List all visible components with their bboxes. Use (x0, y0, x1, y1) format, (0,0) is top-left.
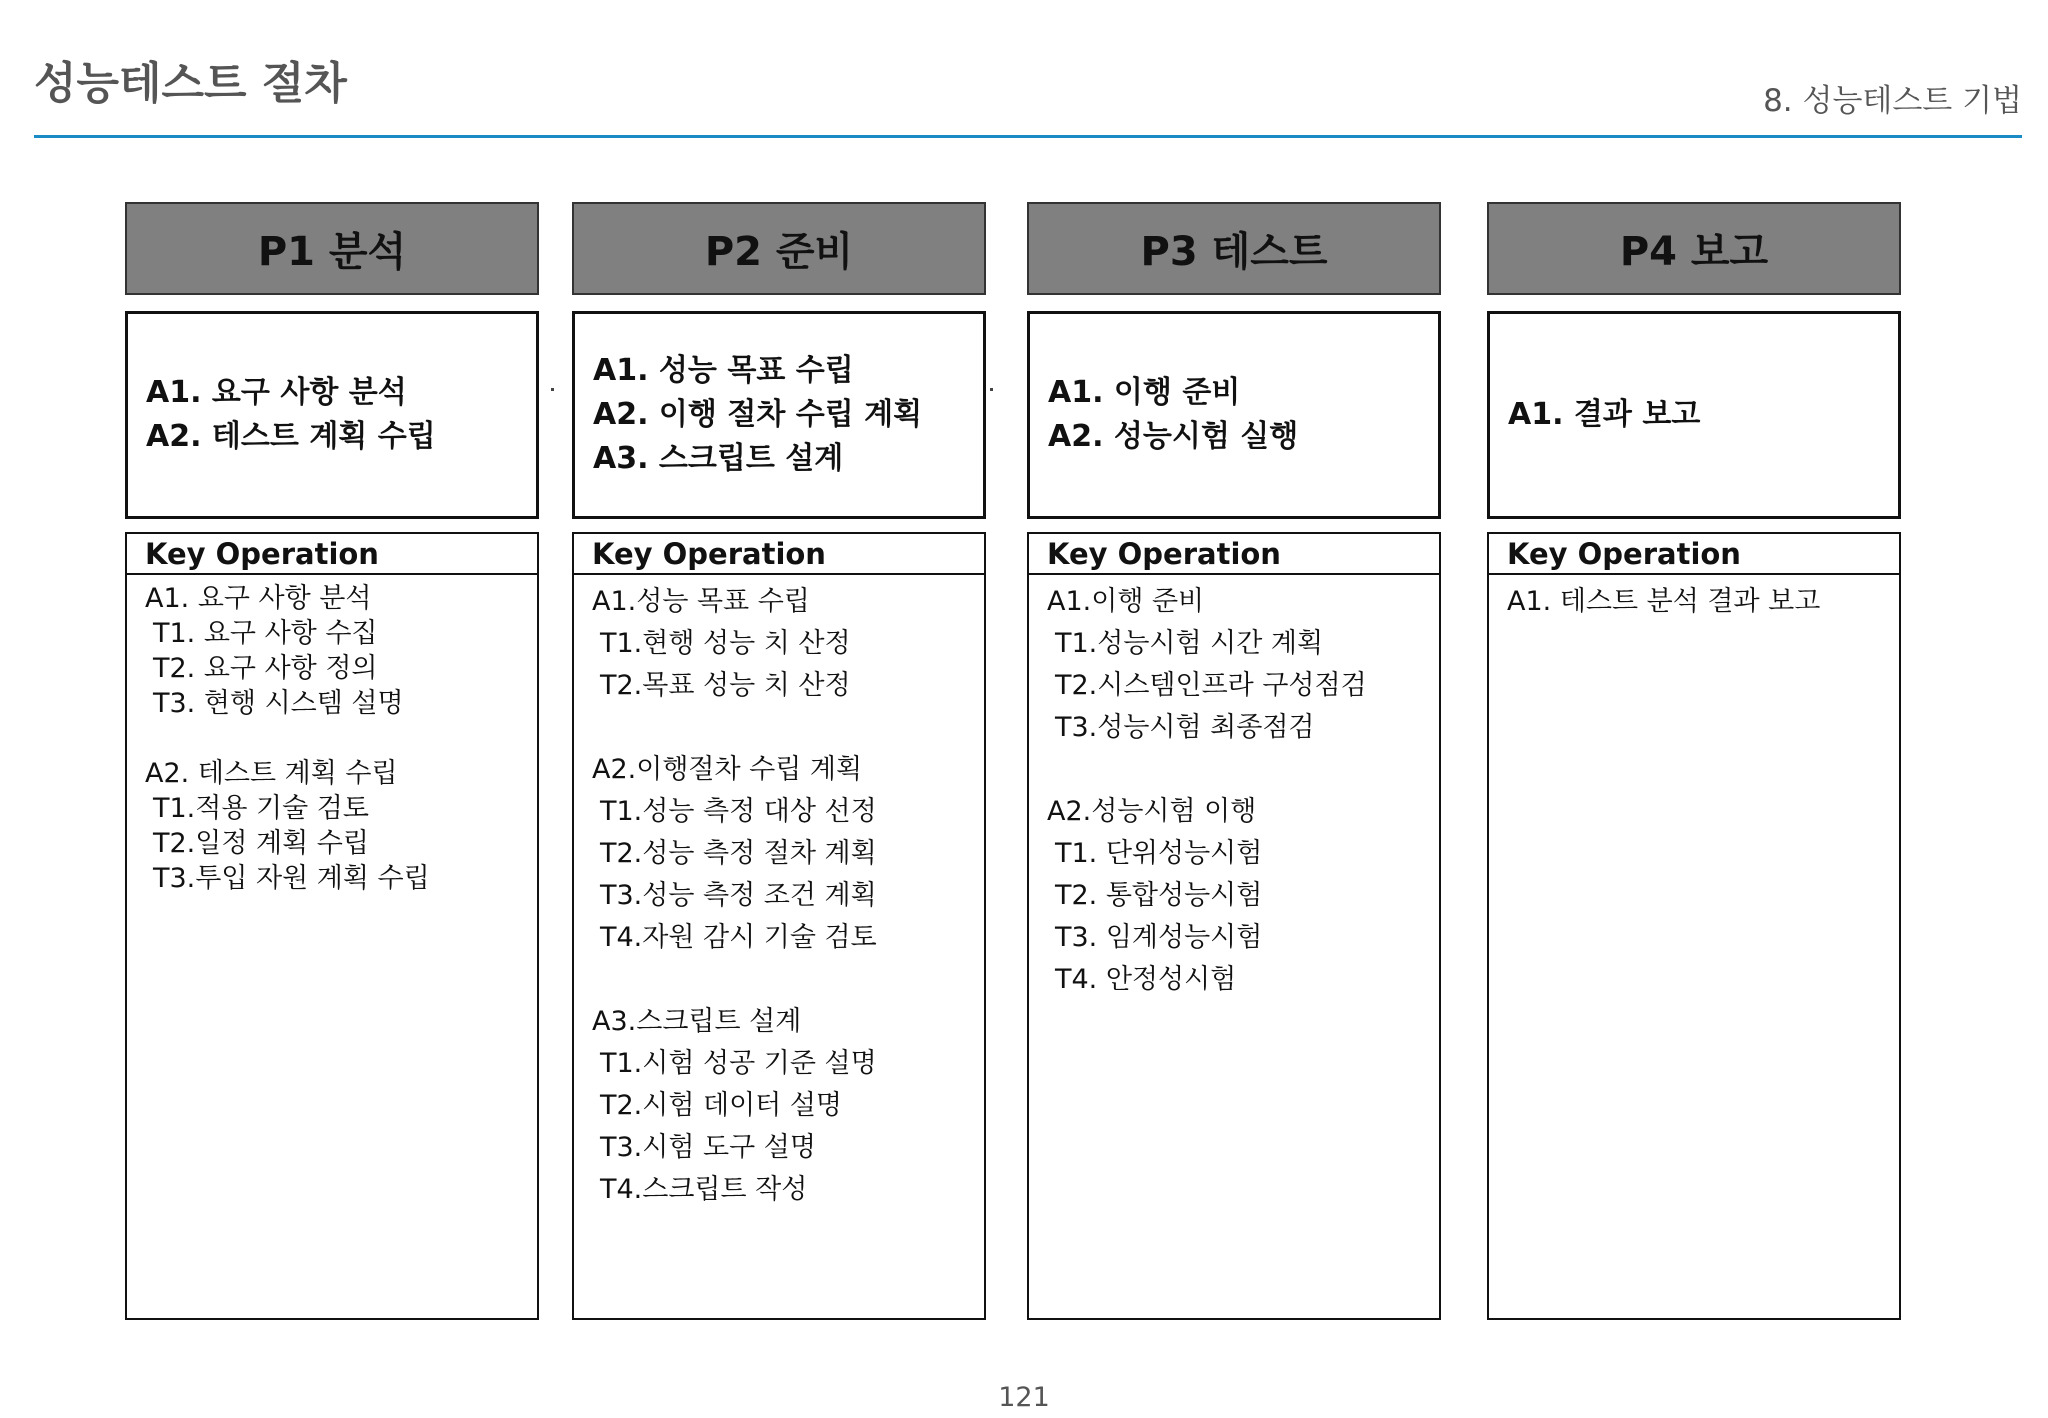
operation-item: T1.현행 성능 치 산정 (600, 628, 851, 659)
key-operation-header: Key Operation (127, 534, 537, 575)
key-operation-box (1487, 532, 1901, 1320)
operation-item: T2.시스템인프라 구성점검 (1055, 670, 1367, 701)
key-operation-header: Key Operation (1029, 534, 1439, 575)
operation-item: T1.적용 기술 검토 (153, 793, 369, 824)
spacer (592, 959, 984, 1001)
activity-item: A1. 이행 준비 (1048, 375, 1241, 410)
activity-item: A1. 요구 사항 분석 (146, 375, 407, 410)
operation-item: T4.자원 감시 기술 검토 (600, 922, 877, 953)
activity-box (572, 311, 986, 519)
activity-item: A2. 테스트 계획 수립 (146, 419, 436, 454)
section-label: 8. 성능테스트 기법 (1763, 83, 2022, 119)
phase-column-p1 (125, 202, 539, 1320)
operation-item: T3. 임계성능시험 (1055, 922, 1263, 953)
phase-column-p3 (1027, 202, 1441, 1320)
activity-item: A2. 성능시험 실행 (1048, 419, 1299, 454)
key-operation-box (572, 532, 986, 1320)
page-number: 121 (998, 1382, 1050, 1413)
operation-item: T2.일정 계획 수립 (153, 828, 369, 859)
phase-header: P3 테스트 (1027, 202, 1441, 295)
operation-item: T2.성능 측정 절차 계획 (600, 838, 877, 869)
operation-item: T3.시험 도구 설명 (600, 1132, 816, 1163)
decorative-dot (990, 388, 993, 391)
operation-item: T2.시험 데이터 설명 (600, 1090, 842, 1121)
spacer (145, 721, 537, 756)
activity-item: A1. 성능 목표 수립 (593, 353, 854, 388)
phase-column-p4 (1487, 202, 1901, 1320)
activity-box (1027, 311, 1441, 519)
key-operation-box (1027, 532, 1441, 1320)
operation-item: A1. 요구 사항 분석 (145, 583, 372, 614)
activity-box (1487, 311, 1901, 519)
operation-item: A2.이행절차 수립 계획 (592, 754, 863, 785)
key-operation-list (1489, 575, 1899, 623)
title-divider (34, 135, 2022, 138)
operation-item: A3.스크립트 설계 (592, 1006, 802, 1037)
operation-item: T1. 요구 사항 수집 (153, 618, 378, 649)
operation-item: T3.투입 자원 계획 수립 (153, 863, 430, 894)
operation-item: T2.목표 성능 치 산정 (600, 670, 851, 701)
operation-item: T1.성능 측정 대상 선정 (600, 796, 877, 827)
operation-item: T4. 안정성시험 (1055, 964, 1237, 995)
operation-item: T4.스크립트 작성 (600, 1174, 808, 1205)
operation-item: A2. 테스트 계획 수립 (145, 758, 398, 789)
operation-item: A1.이행 준비 (1047, 586, 1205, 617)
activity-item: A2. 이행 절차 수립 계획 (593, 397, 923, 432)
phase-header: P4 보고 (1487, 202, 1901, 295)
key-operation-box (125, 532, 539, 1320)
operation-item: A1.성능 목표 수립 (592, 586, 810, 617)
phase-header: P2 준비 (572, 202, 986, 295)
activity-item: A3. 스크립트 설계 (593, 441, 844, 476)
operation-item: T2. 요구 사항 정의 (153, 653, 378, 684)
key-operation-header: Key Operation (574, 534, 984, 575)
key-operation-header: Key Operation (1489, 534, 1899, 575)
decorative-dot (551, 388, 554, 391)
activity-item: A1. 결과 보고 (1508, 397, 1701, 432)
phase-column-p2 (572, 202, 986, 1320)
spacer (592, 707, 984, 749)
operation-item: T1.성능시험 시간 계획 (1055, 628, 1324, 659)
operation-item: T1. 단위성능시험 (1055, 838, 1263, 869)
operation-item: T3. 현행 시스템 설명 (153, 688, 404, 719)
phase-header: P1 분석 (125, 202, 539, 295)
page-title: 성능테스트 절차 (34, 58, 347, 109)
operation-item: T3.성능 측정 조건 계획 (600, 880, 877, 911)
spacer (1047, 749, 1439, 791)
operation-item: T2. 통합성능시험 (1055, 880, 1263, 911)
key-operation-list (1029, 575, 1439, 1001)
operation-item: T1.시험 성공 기준 설명 (600, 1048, 877, 1079)
activity-box (125, 311, 539, 519)
operation-item: T3.성능시험 최종점검 (1055, 712, 1315, 743)
operation-item: A1. 테스트 분석 결과 보고 (1507, 586, 1821, 617)
key-operation-list (574, 575, 984, 1211)
operation-item: A2.성능시험 이행 (1047, 796, 1257, 827)
key-operation-list (127, 575, 537, 896)
